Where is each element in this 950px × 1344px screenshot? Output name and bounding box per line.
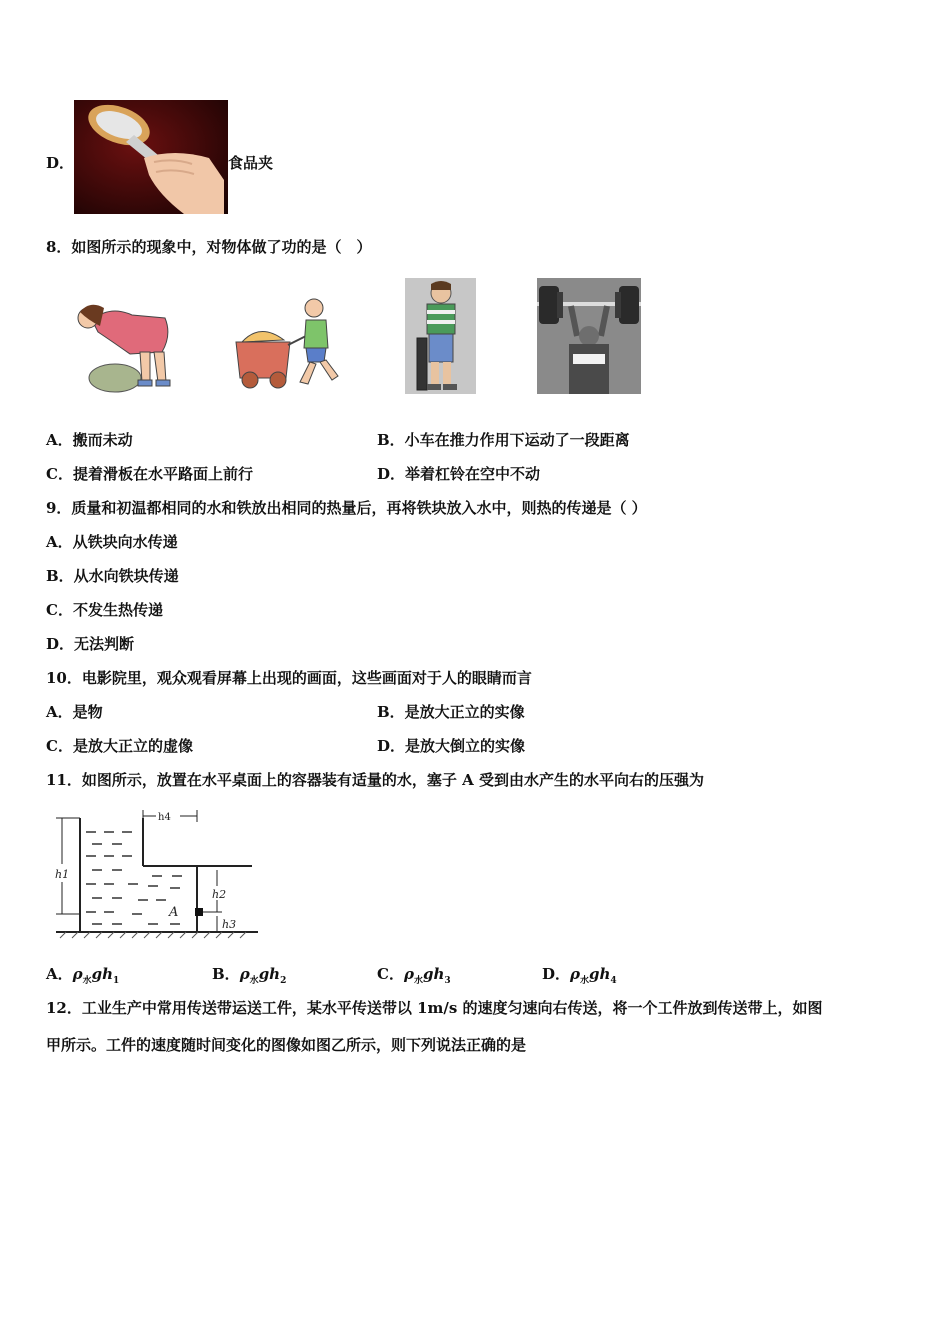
q11-option-a: A．$\rho_水gh_1$ bbox=[46, 965, 120, 986]
q10-option-c: C．是放大正立的虚像 bbox=[46, 737, 193, 755]
label-h3: h3 bbox=[222, 918, 237, 931]
label-a: A bbox=[169, 905, 179, 920]
q7-option-d-letter: D． bbox=[46, 154, 75, 172]
label-h4: h4 bbox=[158, 812, 171, 823]
q9-stem: 9．质量和初温都相同的水和铁放出相同的热量后，再将铁块放入水中，则热的传递是（ ） bbox=[46, 499, 647, 517]
boy-pushing-cart-image bbox=[230, 290, 348, 390]
q10-option-d: D．是放大倒立的实像 bbox=[377, 737, 526, 755]
label-h2: h2 bbox=[212, 888, 227, 901]
q9-option-d: D．无法判断 bbox=[46, 635, 135, 653]
q9-option-c: C．不发生热传递 bbox=[46, 601, 163, 619]
q12-stem-line1: 12．工业生产中常用传送带运送工件，某水平传送带以 1m/s 的速度匀速向右传送，将一个工件放到传送带上，如图 bbox=[46, 999, 823, 1017]
q10-option-a: A．是物 bbox=[46, 703, 103, 721]
q7-option-d-text: 食品夹 bbox=[228, 154, 274, 172]
q8-option-b: B．小车在推力作用下运动了一段距离 bbox=[377, 431, 630, 449]
q10-option-b: B．是放大正立的实像 bbox=[377, 703, 525, 721]
q8-option-c: C．提着滑板在水平路面上前行 bbox=[46, 465, 253, 483]
q11-option-b: B．$\rho_水gh_2$ bbox=[212, 965, 287, 986]
q10-stem: 10．电影院里，观众观看屏幕上出现的画面，这些画面对于人的眼睛而言 bbox=[46, 669, 532, 687]
food-tongs-image bbox=[74, 100, 228, 214]
q8-stem: 8．如图所示的现象中，对物体做了功的是（ ） bbox=[46, 238, 372, 256]
q12-stem-line2: 甲所示。工件的速度随时间变化的图像如图乙所示，则下列说法正确的是 bbox=[46, 1036, 527, 1054]
q8-option-a: A．搬而未动 bbox=[46, 431, 133, 449]
q11-option-c: C．$\rho_水gh_3$ bbox=[377, 965, 451, 986]
q11-stem: 11．如图所示，放置在水平桌面上的容器装有适量的水，塞子 A 受到由水产生的水平向右的压强为 bbox=[46, 771, 704, 789]
girl-lifting-bag-image bbox=[70, 290, 185, 396]
q8-option-d: D．举着杠铃在空中不动 bbox=[377, 465, 541, 483]
q9-option-b: B．从水向铁块传递 bbox=[46, 567, 179, 585]
boy-carrying-skateboard-image bbox=[405, 278, 476, 394]
q11-option-d: D．$\rho_水gh_4$ bbox=[542, 965, 617, 986]
label-h1: h1 bbox=[55, 868, 70, 881]
weightlifter-image bbox=[537, 278, 641, 394]
q9-option-a: A．从铁块向水传递 bbox=[46, 533, 178, 551]
container-pressure-diagram bbox=[52, 808, 260, 942]
